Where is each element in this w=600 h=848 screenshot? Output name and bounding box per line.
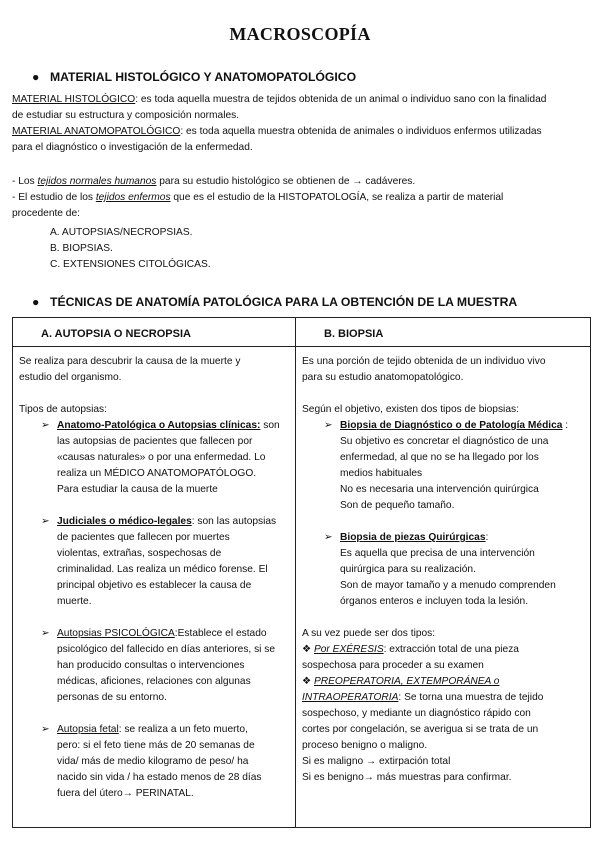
list-item: B. BIOPSIAS. — [50, 243, 113, 254]
cell-text: nacido sin vida / ha estado menos de 28 días — [57, 772, 262, 783]
cell-text: estudio del organismo. — [19, 372, 122, 383]
note-text: - El estudio de los — [12, 192, 96, 203]
cell-text: : extracción total de una pieza — [383, 644, 519, 655]
cell-text: para su estudio anatomopatológico. — [302, 372, 464, 383]
type-title: Autopsia fetal — [57, 724, 119, 735]
note-text: procedente de: — [12, 208, 80, 219]
type-title: Por EXÉRESIS — [313, 644, 384, 655]
section-heading-text: MATERIAL HISTOLÓGICO Y ANATOMOPATOLÓGICO — [50, 70, 357, 84]
note-text: - Los — [12, 176, 38, 187]
cell-text: Si es maligno → extirpación total — [302, 756, 451, 767]
autopsia-cell — [13, 347, 296, 828]
cell-text: «causas naturales» o por una enfermedad. Lo — [57, 452, 266, 463]
header-text: A. AUTOPSIA O NECROPSIA — [41, 328, 191, 340]
techniques-table — [12, 317, 591, 828]
material-list — [50, 225, 211, 273]
cell-text: Son de mayor tamaño y a menudo comprenden — [340, 580, 556, 591]
diamond-bullet-icon: ❖ — [302, 644, 314, 655]
note-term: tejidos enfermos — [95, 192, 171, 203]
cell-text: : son las autopsias — [191, 516, 277, 527]
def-text: de estudiar su estructura y composición normales. — [12, 110, 240, 121]
biopsy-type-diagnostic — [302, 418, 584, 514]
cell-text: proceso benigno o maligno. — [302, 740, 428, 751]
cell-text: violentas, extrañas, sospechosas de — [57, 548, 222, 559]
autopsy-type-fetal — [19, 722, 289, 802]
note-term: tejidos normales humanos — [37, 176, 157, 187]
arrow-bullet-icon: ➢ — [41, 420, 50, 431]
cell-text: órganos enteros e incluyen toda la lesión. — [340, 596, 529, 607]
cell-text: : Se torna una muestra de tejido — [398, 692, 544, 703]
cell-text: sospechoso, y mediante un diagnóstico rápido con — [302, 708, 531, 719]
biopsia-cell — [296, 347, 591, 828]
autopsy-type-judicial — [19, 514, 289, 610]
section-heading-tecnicas — [32, 294, 517, 310]
cell-text: muerte. — [57, 596, 92, 607]
cell-text: de pacientes que fallecen por muertes — [57, 532, 230, 543]
cell-text: Tipos de autopsias: — [19, 404, 107, 415]
term-histologico: MATERIAL HISTOLÓGICO — [12, 94, 136, 105]
cell-text: han producido consultas o intervenciones — [57, 660, 245, 671]
page-title: MACROSCOPÍA — [229, 24, 371, 44]
arrow-bullet-icon: ➢ — [324, 532, 333, 543]
cell-text: No es necesaria una intervención quirúrgica — [340, 484, 539, 495]
cell-text: Son de pequeño tamaño. — [340, 500, 455, 511]
definition-histologico — [12, 92, 592, 156]
type-title: INTRAOPERATORIA — [302, 692, 399, 703]
cell-text: las autopsias de pacientes que fallecen por — [57, 436, 253, 447]
notes — [12, 174, 592, 222]
cell-text: : se realiza a un feto muerto, — [118, 724, 248, 735]
biopsy-type-surgical — [302, 530, 584, 610]
cell-text: Se realiza para descubrir la causa de la muerte y — [19, 356, 241, 367]
cell-text: medios habituales — [340, 468, 423, 479]
note-text: para su estudio histológico se obtienen de → cadáveres. — [156, 176, 416, 187]
cell-text: realiza un MÉDICO ANATOMOPATÓLOGO. — [57, 468, 257, 479]
cell-text: A su vez puede ser dos tipos: — [302, 628, 436, 639]
cell-text: : — [562, 420, 569, 431]
type-title: Biopsia de piezas Quirúrgicas — [340, 532, 486, 543]
autopsy-type-psychological — [19, 626, 289, 706]
note-text: que es el estudio de la HISTOPATOLOGÍA, se realiza a partir de material — [170, 192, 504, 203]
cell-text: Es una porción de tejido obtenida de un individuo vivo — [302, 356, 546, 367]
bullet-icon: ● — [32, 70, 40, 84]
cell-text: Es aquella que precisa de una intervención — [340, 548, 535, 559]
column-header-biopsia — [296, 318, 591, 347]
cell-text: : — [485, 532, 489, 543]
cell-text: criminalidad. Las realiza un médico forense. El — [57, 564, 268, 575]
cell-text: Su objetivo es concretar el diagnóstico de una — [340, 436, 549, 447]
cell-text: principal objetivo es establecer la causa de — [57, 580, 252, 591]
list-item: C. EXTENSIONES CITOLÓGICAS. — [50, 259, 211, 270]
cell-text: personas de su entorno. — [57, 692, 167, 703]
bullet-icon: ● — [32, 295, 40, 309]
def-text: : es toda aquella muestra de tejidos obtenida de un animal o individuo sano con la finalidad — [135, 94, 547, 105]
diamond-bullet-icon: ❖ — [302, 676, 314, 687]
arrow-bullet-icon: ➢ — [41, 628, 50, 639]
cell-text: enfermedad, al que no se ha llegado por los — [340, 452, 539, 463]
cell-text: médicas, aficiones, relaciones con algunas — [57, 676, 251, 687]
autopsy-type-clinical — [19, 418, 289, 498]
preoperatoria-item — [302, 674, 584, 690]
cell-text: Para estudiar la causa de la muerte — [57, 484, 218, 495]
arrow-bullet-icon: ➢ — [41, 724, 50, 735]
section-heading-material — [32, 69, 356, 85]
section-heading-text: TÉCNICAS DE ANATOMÍA PATOLÓGICA PARA LA OBTENCIÓN DE LA MUESTRA — [50, 295, 518, 309]
exeresis-item — [302, 642, 584, 658]
cell-text: psicológico del fallecido en días anteriores, si se — [57, 644, 276, 655]
arrow-bullet-icon: ➢ — [324, 420, 333, 431]
def-text: para el diagnóstico o investigación de la enfermedad. — [12, 142, 253, 153]
type-title: PREOPERATORIA, EXTEMPORÁNEA o — [313, 676, 500, 687]
column-header-autopsia — [13, 318, 296, 347]
cell-text: pero: si el feto tiene más de 20 semanas de — [57, 740, 255, 751]
header-text: B. BIOPSIA — [324, 328, 384, 340]
cell-text: Según el objetivo, existen dos tipos de biopsias: — [302, 404, 519, 415]
arrow-bullet-icon: ➢ — [41, 516, 50, 527]
type-title: Autopsias PSICOLÓGICA — [57, 628, 175, 639]
term-anatomopatologico: MATERIAL ANATOMOPATOLÓGICO — [12, 126, 181, 137]
cell-text: son — [260, 420, 280, 431]
type-title: Biopsia de Diagnóstico o de Patología Médica — [340, 420, 563, 431]
cell-text: fuera del útero→ PERINATAL. — [57, 788, 194, 799]
cell-text: vida/ más de medio kilogramo de peso/ ha — [57, 756, 249, 767]
list-item: A. AUTOPSIAS/NECROPSIAS. — [50, 227, 193, 238]
def-text: : es toda aquella muestra obtenida de animales o individuos enfermos utilizadas — [180, 126, 542, 137]
cell-text: cortes por congelación, se averigua si se trata de un — [302, 724, 539, 735]
type-title: Judiciales o médico-legales — [57, 516, 192, 527]
cell-text: sospechosa para proceder a su examen — [302, 660, 484, 671]
cell-text: quirúrgica para su realización. — [340, 564, 476, 575]
type-title: Anatomo-Patológica o Autopsias clínicas: — [57, 420, 261, 431]
cell-text: :Establece el estado — [174, 628, 267, 639]
cell-text: Si es benigno→ más muestras para confirmar. — [302, 772, 512, 783]
